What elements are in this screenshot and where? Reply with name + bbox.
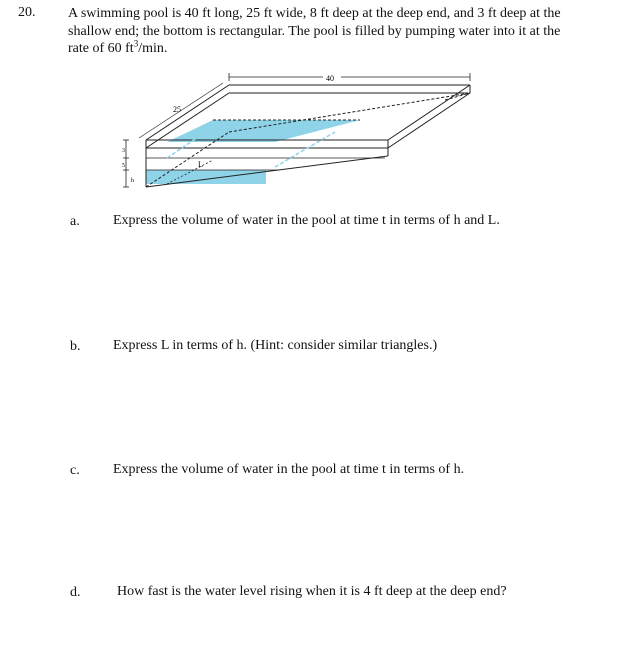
part-a-text: Express the volume of water in the pool at time t in terms of h and L. xyxy=(113,213,500,228)
L-label: L xyxy=(198,160,203,169)
part-c-text: Express the volume of water in the pool at time t in terms of h. xyxy=(113,462,465,477)
part-d-label: d. xyxy=(70,585,81,600)
water-front-face xyxy=(146,170,266,184)
problem-statement xyxy=(68,5,613,58)
width-label: 25 xyxy=(173,105,181,114)
pool-diagram xyxy=(115,70,495,195)
problem-statement-line-2: shallow end; the bottom is rectangular. The pool is filled by pumping water into it at the xyxy=(68,23,561,39)
part-b-label: b. xyxy=(70,339,81,354)
rate-text: rate of 60 ft xyxy=(68,41,134,56)
deep-depth-label: 5 xyxy=(122,163,125,169)
h-label: h xyxy=(131,178,134,184)
rate-unit-text: /min. xyxy=(138,41,168,56)
part-d-text: How fast is the water level rising when it is 4 ft deep at the deep end? xyxy=(117,584,507,599)
length-label: 40 xyxy=(326,74,334,83)
part-b-text: Express L in terms of h. (Hint: consider similar triangles.) xyxy=(113,338,438,353)
hidden-back-bottom-edge xyxy=(229,93,470,132)
pool-right-side-edge xyxy=(388,93,470,148)
part-a-label: a. xyxy=(70,214,80,229)
shallow-depth-label: 3 xyxy=(122,148,125,154)
problem-number: 20. xyxy=(18,5,36,20)
pool-diagram-svg xyxy=(115,70,495,195)
problem-statement-line-3 xyxy=(68,40,613,58)
rate-exponent: 3 xyxy=(133,38,139,49)
water-surface xyxy=(167,120,360,142)
problem-statement-line-1: A swimming pool is 40 ft long, 25 ft wide, 8 ft deep at the deep end, and 3 ft deep at the xyxy=(68,6,561,21)
part-c-label: c. xyxy=(70,463,80,478)
